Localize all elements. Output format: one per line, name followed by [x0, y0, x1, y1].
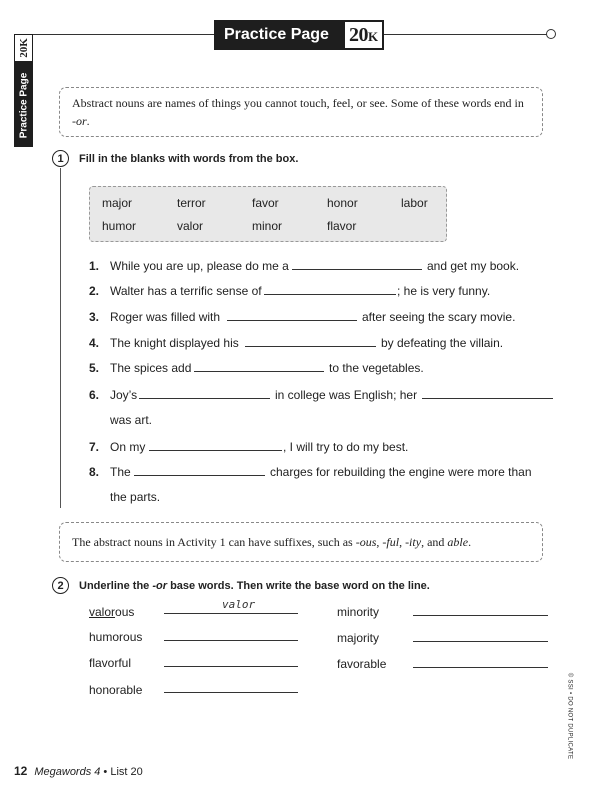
sentence-6-blank-1[interactable] [139, 398, 270, 399]
activity-1-number: 1 [52, 150, 69, 167]
page-header [214, 20, 384, 50]
word-box-item: humor [102, 219, 137, 233]
activity-1-instruction: Fill in the blanks with words from the box. [79, 153, 299, 165]
page-title: Practice Page [214, 20, 343, 50]
sentence-4-blank[interactable] [245, 346, 376, 347]
activity-2-instruction: Underline the -or base words. Then write the base word on the line. [79, 580, 430, 592]
sentence-7-number: 7. [89, 440, 100, 454]
base-word-1-line[interactable] [164, 613, 298, 614]
side-tab-number: 20K [14, 34, 33, 62]
base-word-3-line[interactable] [164, 666, 298, 667]
base-word-4[interactable]: honorable [89, 683, 143, 697]
sentence-6-blank-2[interactable] [422, 398, 553, 399]
sentence-2-text: Walter has a terrific sense of [110, 284, 262, 298]
sentence-8-number: 8. [89, 465, 100, 479]
sentence-2-blank[interactable] [264, 294, 396, 295]
word-box-item: terror [177, 196, 206, 210]
sentence-7-text-end: , I will try to do my best. [283, 440, 409, 454]
activity-guide-line [60, 168, 61, 508]
word-box-item: favor [252, 196, 279, 210]
side-tab-label: Practice Page [18, 72, 30, 138]
base-word-1[interactable]: valorous [89, 605, 135, 619]
book-title: Megawords 4 [34, 766, 101, 778]
page-number-badge: 20K [343, 20, 384, 50]
intro-box-2: The abstract nouns in Activity 1 can have suffixes, such as -ous, -ful, -ity, and able. [59, 522, 543, 562]
word-box [89, 186, 447, 242]
list-label: List 20 [110, 766, 143, 778]
base-word-2[interactable]: humorous [89, 630, 143, 644]
word-box-item: major [102, 196, 133, 210]
word-box-item: honor [327, 196, 358, 210]
sentence-8-text: The [110, 465, 131, 479]
sentence-7-text: On my [110, 440, 146, 454]
word-box-item: labor [401, 196, 428, 210]
base-word-1-answer: valor [222, 598, 256, 611]
intro-box-1: Abstract nouns are names of things you cannot touch, feel, or see. Some of these words end in -or. [59, 87, 543, 137]
sentence-4-text-end: by defeating the villain. [381, 336, 504, 350]
base-word-4-line[interactable] [164, 692, 298, 693]
base-word-7[interactable]: favorable [337, 657, 387, 671]
word-box-item: valor [177, 219, 204, 233]
sentence-5-blank[interactable] [194, 371, 324, 372]
base-word-5-line[interactable] [413, 615, 548, 616]
sentence-4-text: The knight displayed his [110, 336, 239, 350]
sentence-1-number: 1. [89, 259, 100, 273]
sentence-5-text: The spices add [110, 361, 192, 375]
sentence-3-text-end: after seeing the scary movie. [362, 310, 516, 324]
sentence-1-text: While you are up, please do me a [110, 259, 289, 273]
base-word-2-line[interactable] [164, 640, 298, 641]
sentence-4-number: 4. [89, 336, 100, 350]
sentence-5-text-end: to the vegetables. [329, 361, 424, 375]
sentence-6-number: 6. [89, 388, 100, 402]
page-number: 12 [14, 764, 28, 778]
sentence-5-number: 5. [89, 361, 100, 375]
base-word-7-line[interactable] [413, 667, 548, 668]
activity-2-number: 2 [52, 577, 69, 594]
sentence-2-number: 2. [89, 284, 100, 298]
sentence-8-blank[interactable] [134, 475, 265, 476]
word-box-item: minor [252, 219, 283, 233]
base-word-5[interactable]: minority [337, 605, 380, 619]
sentence-3-text: Roger was filled with [110, 310, 221, 324]
sentence-2-text-end: ; he is very funny. [397, 284, 491, 298]
sentence-1-blank[interactable] [292, 269, 422, 270]
copyright-notice: © SSI • DO NOT DUPLICATE [566, 672, 573, 760]
base-word-6[interactable]: majority [337, 631, 380, 645]
page-footer: 12 Megawords 4 • List 20 [14, 764, 143, 778]
sentence-8-text-cont: the parts. [110, 490, 161, 504]
sentence-6-text: Joy’s [110, 388, 138, 402]
base-word-6-line[interactable] [413, 641, 548, 642]
sentence-6-text-cont: was art. [110, 413, 153, 427]
sentence-7-blank[interactable] [149, 450, 282, 451]
sentence-8-text-mid: charges for rebuilding the engine were more than [270, 465, 532, 479]
base-word-3[interactable]: flavorful [89, 656, 132, 670]
word-box-item: flavor [327, 219, 357, 233]
sentence-3-blank[interactable] [227, 320, 357, 321]
sentence-6-text-mid: in college was English; her [275, 388, 418, 402]
sentence-3-number: 3. [89, 310, 100, 324]
sentence-1-text-end: and get my book. [427, 259, 520, 273]
rule-end-circle [546, 29, 556, 39]
